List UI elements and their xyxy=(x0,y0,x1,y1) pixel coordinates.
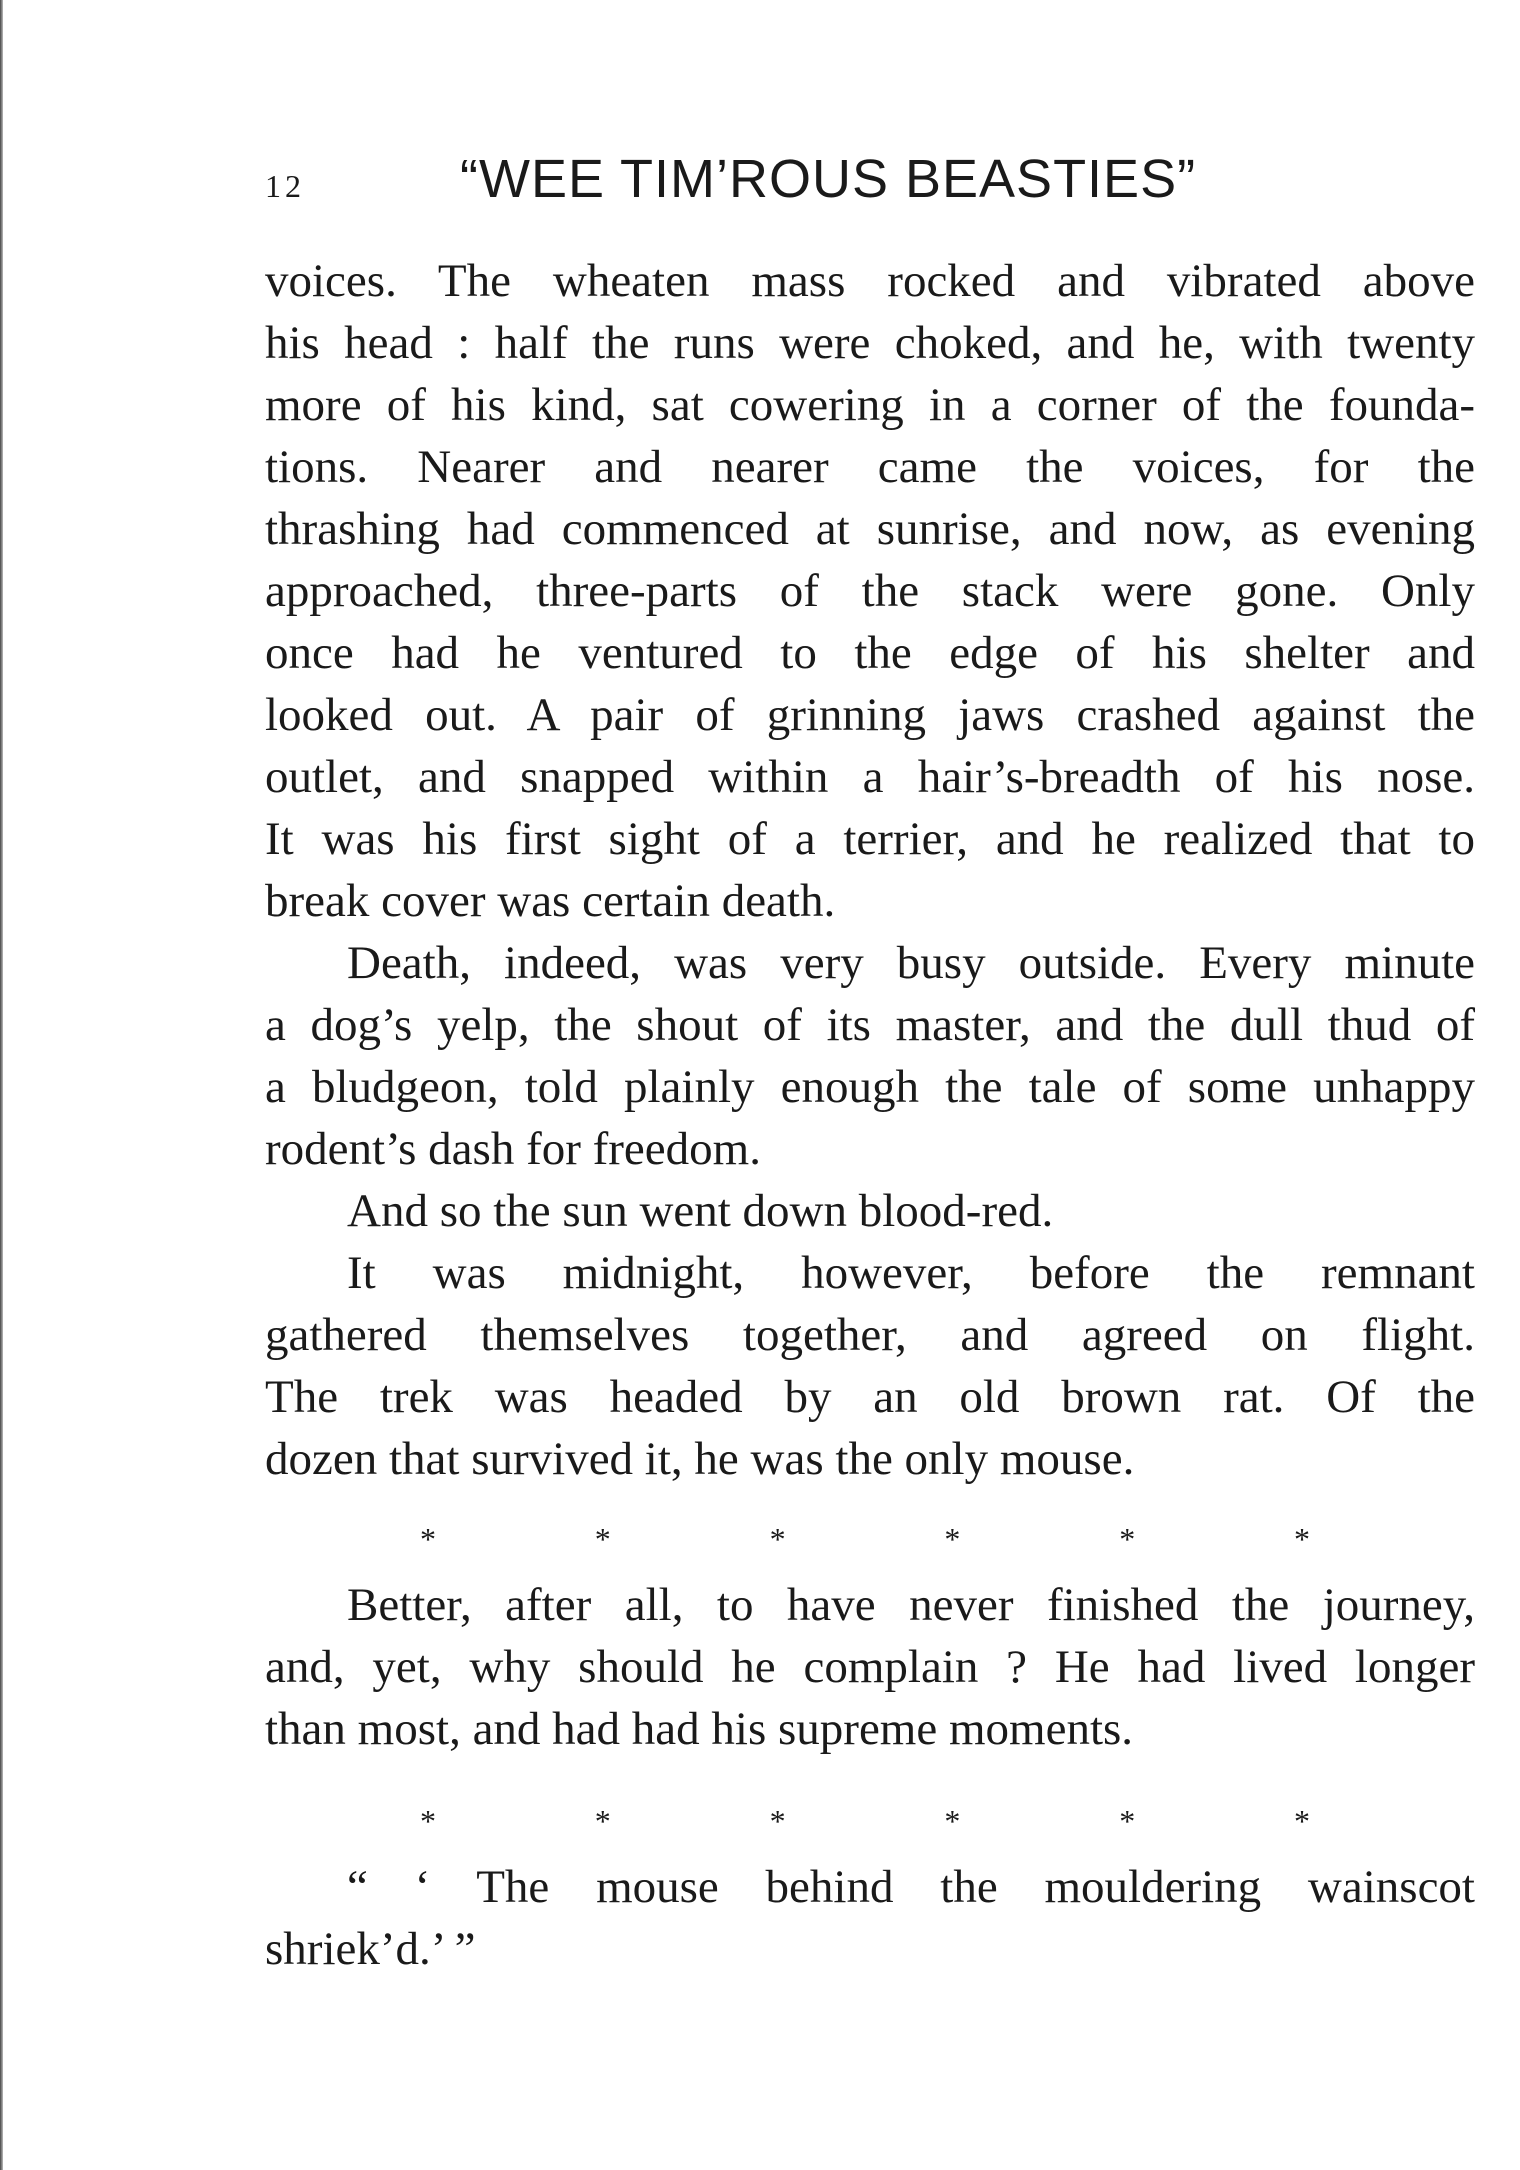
asterism-star: * xyxy=(944,1521,961,1557)
asterism-star: * xyxy=(420,1521,436,1557)
text-line: The trek was headed by an old brown rat. Of the xyxy=(265,1371,1475,1423)
page-number: 12 xyxy=(265,168,305,204)
text-line: outlet, and snapped within a hair’s-breadth of his nose. xyxy=(265,751,1475,803)
asterism-star: * xyxy=(1119,1521,1136,1557)
text-line: thrashing had commenced at sunrise, and now, as evening xyxy=(265,503,1475,555)
text-line: It was his first sight of a terrier, and he realized that to xyxy=(265,813,1475,865)
text-line: looked out. A pair of grinning jaws crashed against the xyxy=(265,689,1475,741)
text-line: tions. Nearer and nearer came the voices, for the xyxy=(265,441,1475,493)
asterism-star: * xyxy=(769,1521,786,1557)
asterism-star: * xyxy=(769,1803,786,1839)
asterism-star: * xyxy=(1119,1803,1136,1839)
page-header xyxy=(265,148,1475,218)
text-line: It was midnight, however, before the remnant xyxy=(347,1247,1475,1299)
text-line: And so the sun went down blood-red. xyxy=(347,1185,1054,1237)
text-line: gathered themselves together, and agreed on flight. xyxy=(265,1309,1475,1361)
text-line: a dog’s yelp, the shout of its master, and the dull thud of xyxy=(265,999,1475,1051)
text-line: break cover was certain death. xyxy=(265,875,836,927)
text-line: voices. The wheaten mass rocked and vibrated above xyxy=(265,255,1475,307)
text-line: Better, after all, to have never finished the journey, xyxy=(347,1579,1475,1631)
text-line: approached, three-parts of the stack were gone. Only xyxy=(265,565,1475,617)
text-line: once had he ventured to the edge of his shelter and xyxy=(265,627,1475,679)
asterism-star: * xyxy=(420,1803,436,1839)
text-line: than most, and had had his supreme moments. xyxy=(265,1703,1134,1755)
paragraph xyxy=(265,1242,1475,1490)
section-break xyxy=(265,1786,1475,1856)
text-line: more of his kind, sat cowering in a corner of the founda- xyxy=(265,379,1475,431)
text-line: Death, indeed, was very busy outside. Every minute xyxy=(347,937,1475,989)
text-line: dozen that survived it, he was the only mouse. xyxy=(265,1433,1135,1485)
asterism-star: * xyxy=(594,1521,611,1557)
paragraph xyxy=(265,1856,1475,1980)
text-line: his head : half the runs were choked, and he, with twenty xyxy=(265,317,1475,369)
running-title: “WEE TIM’ROUS BEASTIES” xyxy=(460,149,1197,209)
section-break xyxy=(265,1504,1475,1574)
asterism-star: * xyxy=(944,1803,961,1839)
asterism-star: * xyxy=(1293,1521,1310,1557)
paragraph xyxy=(265,932,1475,1180)
paragraph xyxy=(265,1574,1475,1760)
asterism-star: * xyxy=(594,1803,611,1839)
page-binding-edge xyxy=(0,0,3,2170)
paragraph xyxy=(265,250,1475,932)
paragraph xyxy=(265,1180,1475,1242)
body-text xyxy=(265,250,1475,1980)
text-line: rodent’s dash for freedom. xyxy=(265,1123,761,1175)
text-line: a bludgeon, told plainly enough the tale of some unhappy xyxy=(265,1061,1475,1113)
text-line: “ ‘ The mouse behind the mouldering wainscot xyxy=(347,1861,1475,1913)
asterism-star: * xyxy=(1293,1803,1310,1839)
text-line: shriek’d.’ ” xyxy=(265,1923,476,1975)
text-line: and, yet, why should he complain ? He had lived longer xyxy=(265,1641,1475,1693)
